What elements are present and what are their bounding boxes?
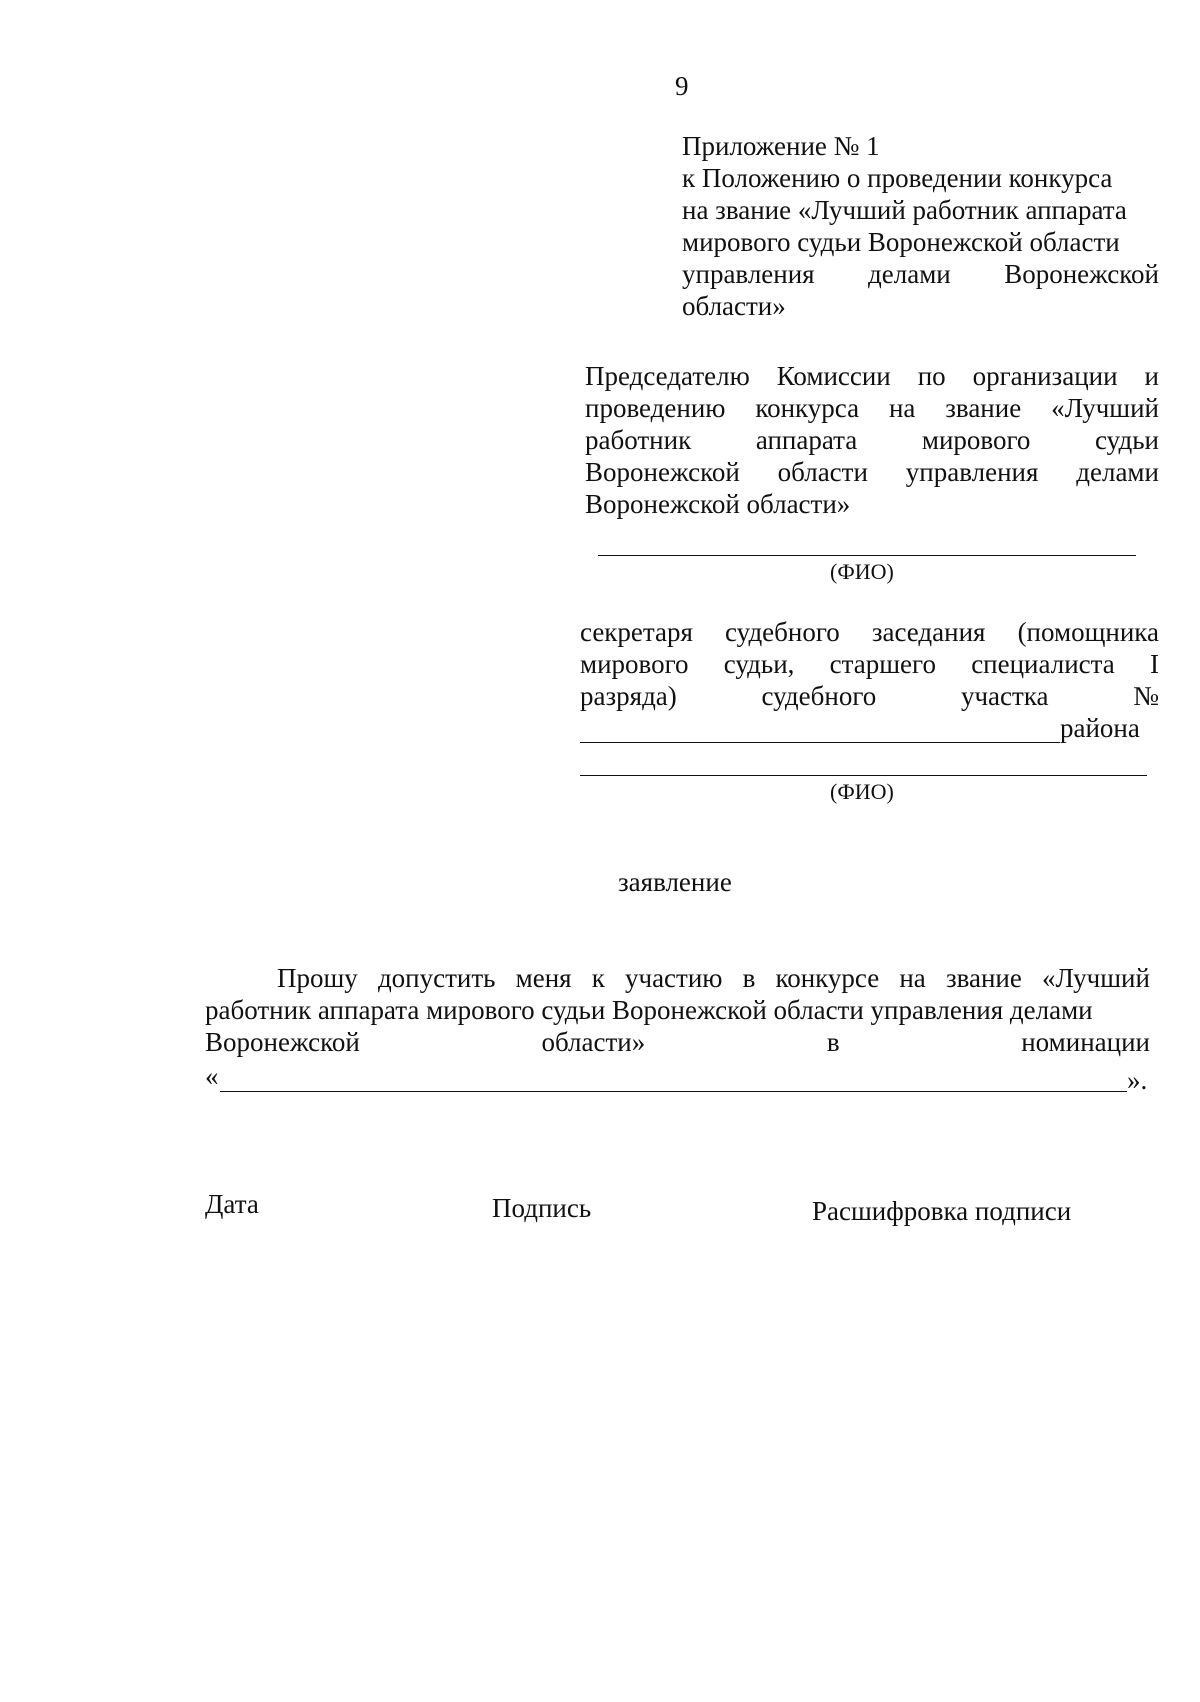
signature-label: Подпись: [492, 1193, 592, 1223]
appendix-line: на звание «Лучший работник аппарата: [682, 195, 1127, 225]
sender-line: мирового судьи, старшего специалиста I: [580, 649, 1159, 679]
nomination-open-quote: «: [205, 1061, 219, 1091]
appendix-title: Приложение № 1: [682, 131, 880, 161]
sender-block: [580, 616, 1159, 712]
sender-line: секретаря судебного заседания (помощника: [580, 617, 1159, 647]
addressee-line: работник аппарата мирового судьи: [585, 425, 1159, 455]
addressee-fio-label: (ФИО): [830, 559, 894, 584]
nomination-close-quote: ».: [1127, 1065, 1148, 1095]
statement-line: Воронежской области» в номинации: [205, 1027, 1150, 1057]
appendix-line: области»: [682, 291, 786, 321]
statement-body: [205, 962, 1150, 1058]
appendix-line: управления делами Воронежской: [682, 259, 1159, 289]
sender-line: разряда) судебного участка №: [580, 681, 1159, 711]
sender-fio-label: (ФИО): [830, 779, 894, 804]
page-number: 9: [675, 71, 689, 101]
appendix-line: мирового судьи Воронежской области: [682, 227, 1120, 257]
statement-line: работник аппарата мирового судьи Воронежской области управления делами: [205, 995, 1093, 1025]
addressee-line: Воронежской области»: [585, 489, 851, 519]
addressee-line: Воронежской области управления делами: [585, 457, 1159, 487]
addressee-line: Председателю Комиссии по организации и: [585, 361, 1159, 391]
addressee-line: проведению конкурса на звание «Лучший: [585, 393, 1159, 423]
district-suffix: района: [1060, 713, 1140, 743]
appendix-block: [682, 130, 1159, 322]
statement-title: заявление: [618, 867, 732, 897]
district-underline[interactable]: [580, 742, 1060, 743]
statement-line: Прошу допустить меня к участию в конкурсе на звание «Лучший: [277, 963, 1150, 993]
date-label: Дата: [205, 1189, 259, 1219]
signature-decoding-label: Расшифровка подписи: [812, 1196, 1072, 1226]
nomination-underline[interactable]: [220, 1091, 1127, 1092]
appendix-line: к Положению о проведении конкурса: [682, 163, 1113, 193]
addressee-block: [585, 360, 1159, 520]
